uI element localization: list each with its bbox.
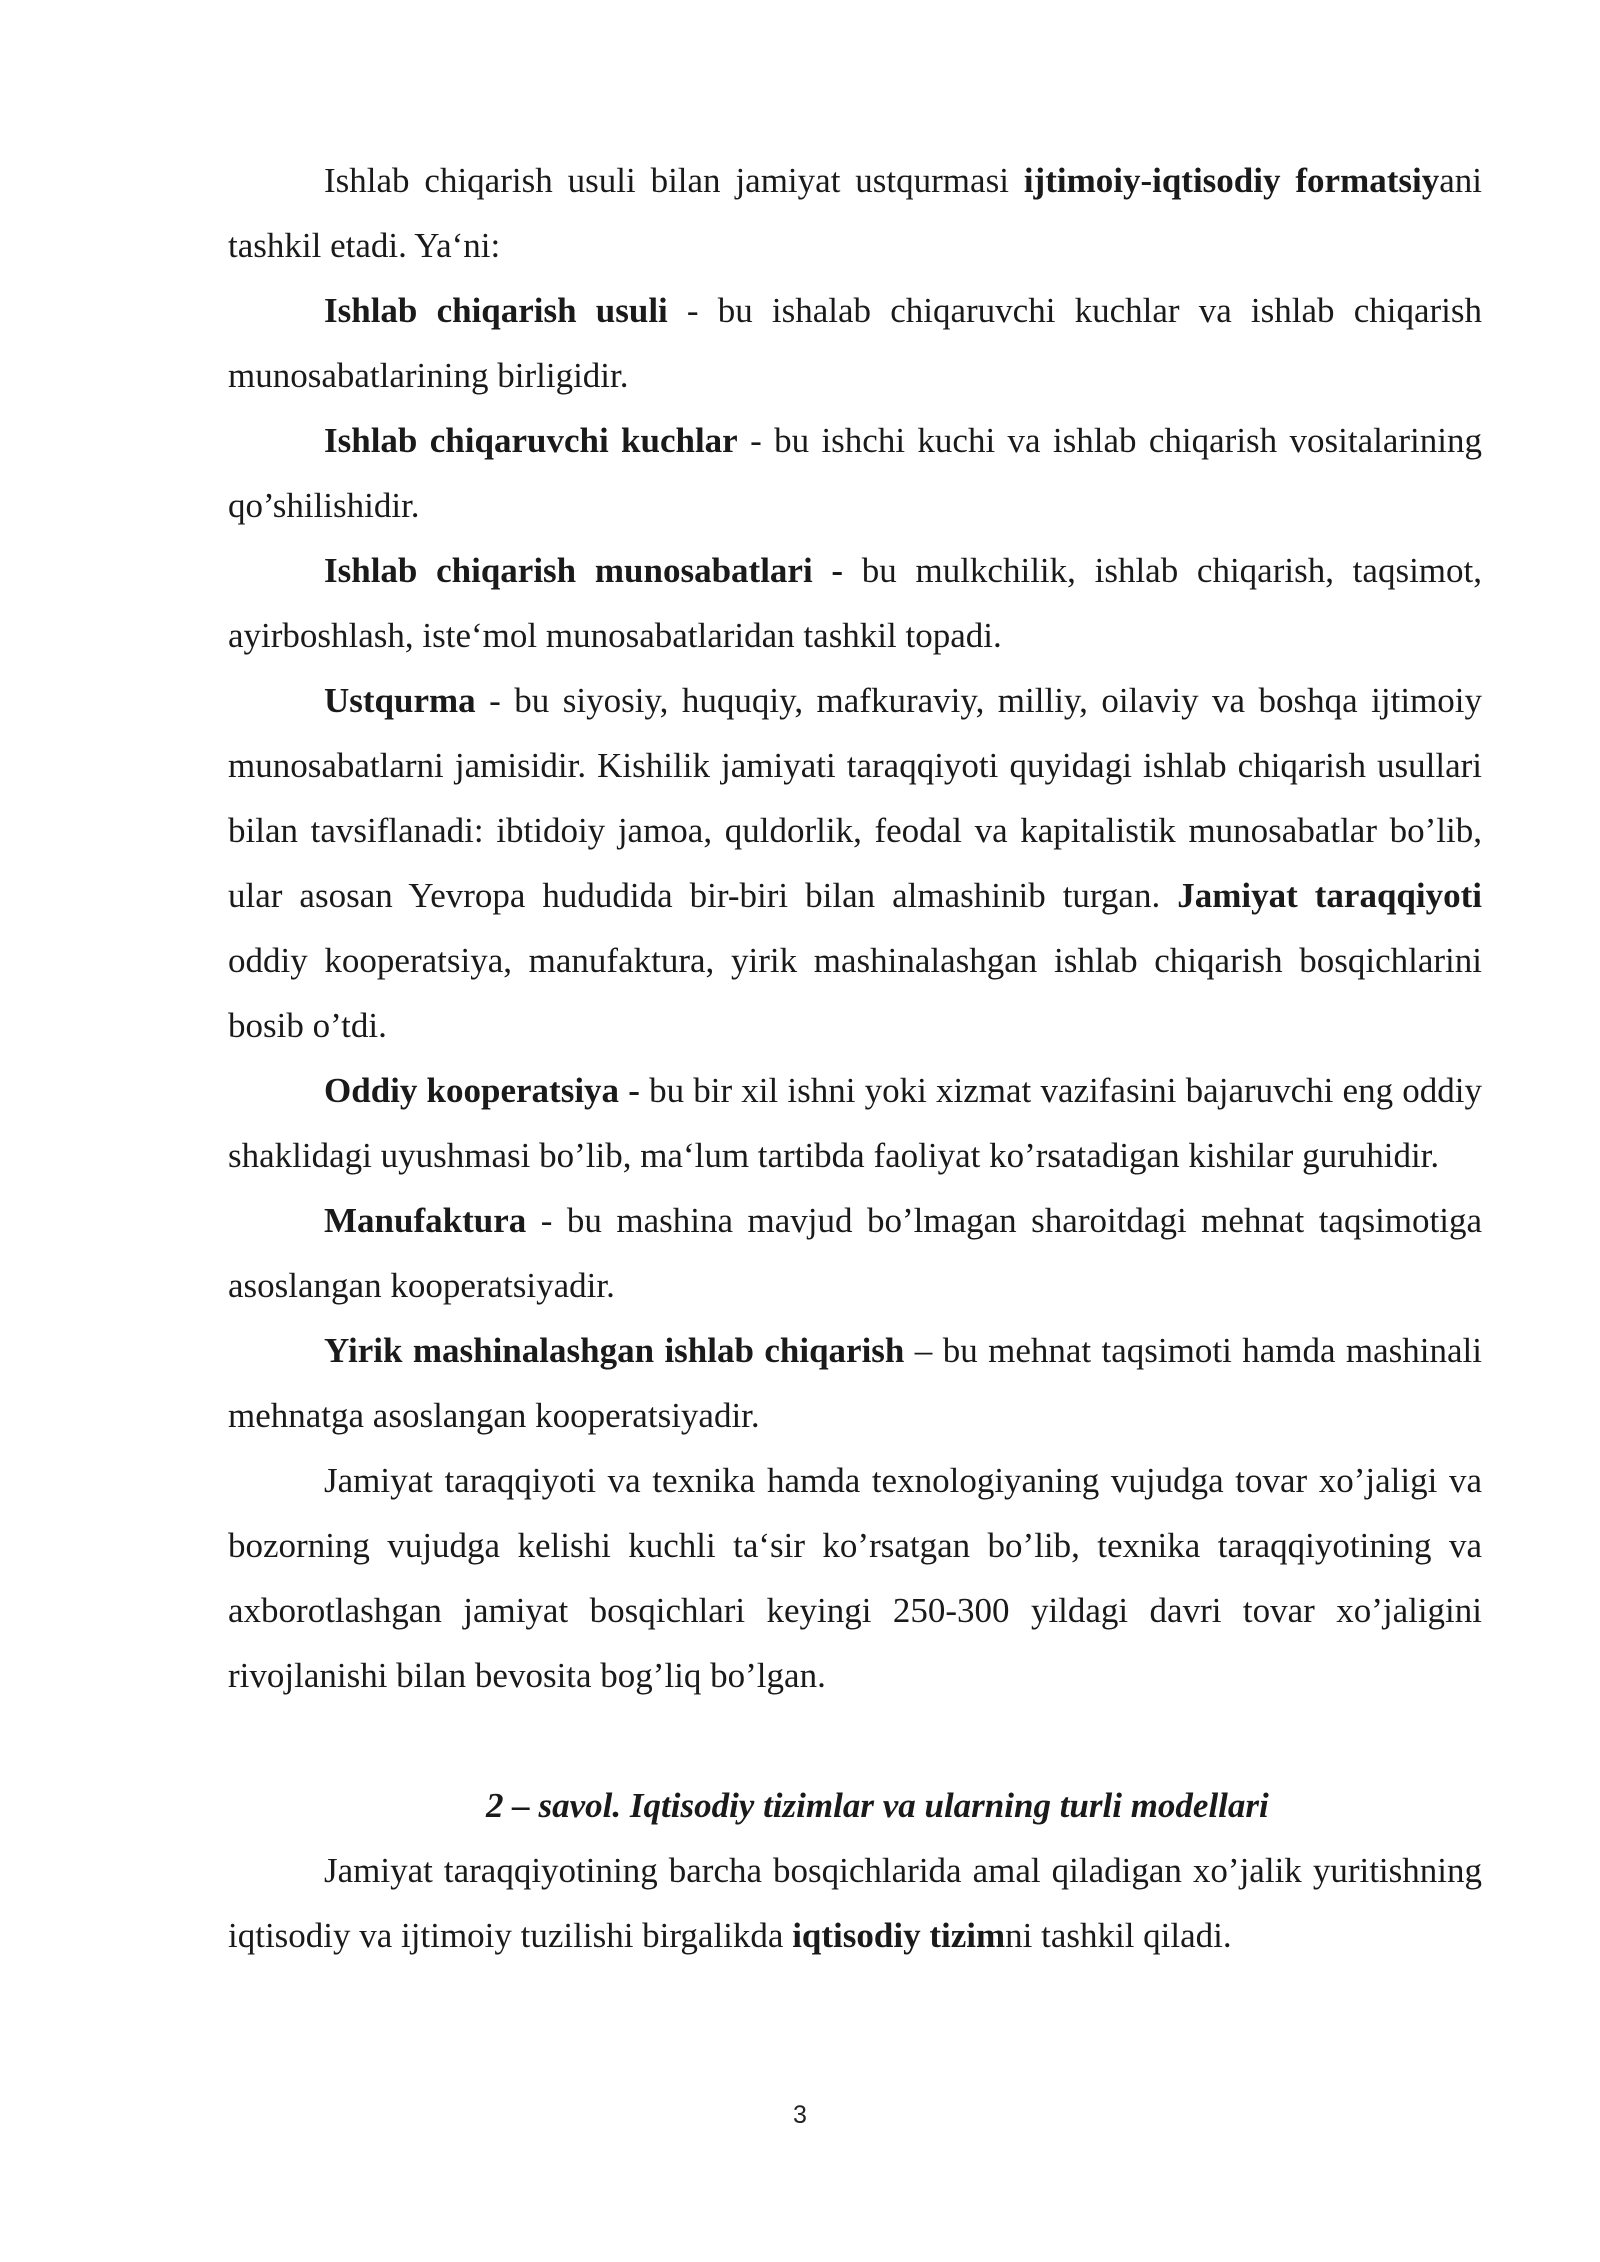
paragraph-formation [228, 148, 1482, 278]
definition-term: Yirik mashinalashgan ishlab chiqarish [324, 1331, 905, 1370]
definition-text: - bu mashina mavjud bo’lmagan sharoitdagi mehnat taqsimotiga asoslangan kooperatsiyadir. [228, 1201, 1482, 1305]
paragraph-lead: Jamiyat taraqqiyotining barcha bosqichlarida amal qiladigan xo’jalik yuritishning iqtisodiy va ijtimoiy tuzilishi birgalikda [228, 1851, 1482, 1955]
definition-text: oddiy kooperatsiya, manufaktura, yirik mashinalashgan ishlab chiqarish bosqichlarini bosib o’tdi. [228, 941, 1482, 1045]
paragraph-society-development [228, 1448, 1482, 1708]
paragraph-text: ani tashkil etadi. Ya‘ni: [228, 161, 1482, 265]
paragraph-productive-forces [228, 408, 1482, 538]
paragraph-simple-cooperation [228, 1058, 1482, 1188]
definition-term: Manufaktura [324, 1201, 527, 1240]
definition-text: - bu siyosiy, huquqiy, mafkuraviy, milliy, oilaviy va boshqa ijtimoiy munosabatlarni jamisidir. Kishilik jamiyati taraqqiyoti quyidagi ishlab chiqarish usullari bilan tavsiflanadi: ibtidoiy jamoa, quldorlik, feodal va kapitalistik munosabatlar bo’lib, ular asosan Yevropa hududida bir-biri bilan almashinib turgan. [228, 681, 1482, 915]
definition-term: Ishlab chiqarish munosabatlari - [324, 551, 844, 590]
paragraph-text: Jamiyat taraqqiyoti va texnika hamda texnologiyaning vujudga tovar xo’jaligi va bozorning vujudga kelishi kuchli ta‘sir ko’rsatgan bo’lib, texnika taraqqiyotining va axborotlashgan jamiyat bosqichlari keyingi 250-300 yildagi davri tovar xo’jaligini rivojlanishi bilan bevosita bog’liq bo’lgan. [228, 1461, 1482, 1695]
definition-text: bu bir xil ishni yoki xizmat vazifasini bajaruvchi eng oddiy shaklidagi uyushmasi bo’lib, ma‘lum tartibda faoliyat ko’rsatadigan kishilar guruhidir. [228, 1071, 1482, 1175]
paragraph-production-method [228, 278, 1482, 408]
paragraph-text: ni tashkil qiladi. [1005, 1916, 1232, 1955]
paragraph-manufactory [228, 1188, 1482, 1318]
definition-term: Oddiy kooperatsiya - [324, 1071, 640, 1110]
definition-text: – bu mehnat taqsimoti hamda mashinali mehnatga asoslangan kooperatsiyadir. [228, 1331, 1482, 1435]
definition-term: Ishlab chiqaruvchi kuchlar [324, 421, 738, 460]
definition-term: Ustqurma [324, 681, 476, 720]
paragraph-production-relations [228, 538, 1482, 668]
bold-term: iqtisodiy tizim [792, 1916, 1006, 1955]
definition-term: Ishlab chiqarish usuli [324, 291, 668, 330]
definition-text: - bu ishalab chiqaruvchi kuchlar va ishlab chiqarish munosabatlarining birligidir. [228, 291, 1482, 395]
page-number: 3 [793, 2101, 807, 2129]
section-heading: 2 – savol. Iqtisodiy tizimlar va ularning turli modellari [486, 1786, 1269, 1825]
definition-text: - bu ishchi kuchi va ishlab chiqarish vositalarining qo’shilishidir. [228, 421, 1482, 525]
definition-text: bu mulkchilik, ishlab chiqarish, taqsimot, ayirboshlash, iste‘mol munosabatlaridan tashkil topadi. [228, 551, 1482, 655]
paragraph-lead: Ishlab chiqarish usuli bilan jamiyat ustqurmasi [324, 161, 1024, 200]
bold-term: ijtimoiy-iqtisodiy formatsiy [1023, 161, 1440, 200]
document-body [228, 148, 1482, 1968]
paragraph-superstructure [228, 668, 1482, 1058]
paragraph-economic-system [228, 1838, 1482, 1968]
paragraph-large-machine-production [228, 1318, 1482, 1448]
definition-term: Jamiyat taraqqiyoti [1177, 876, 1482, 915]
